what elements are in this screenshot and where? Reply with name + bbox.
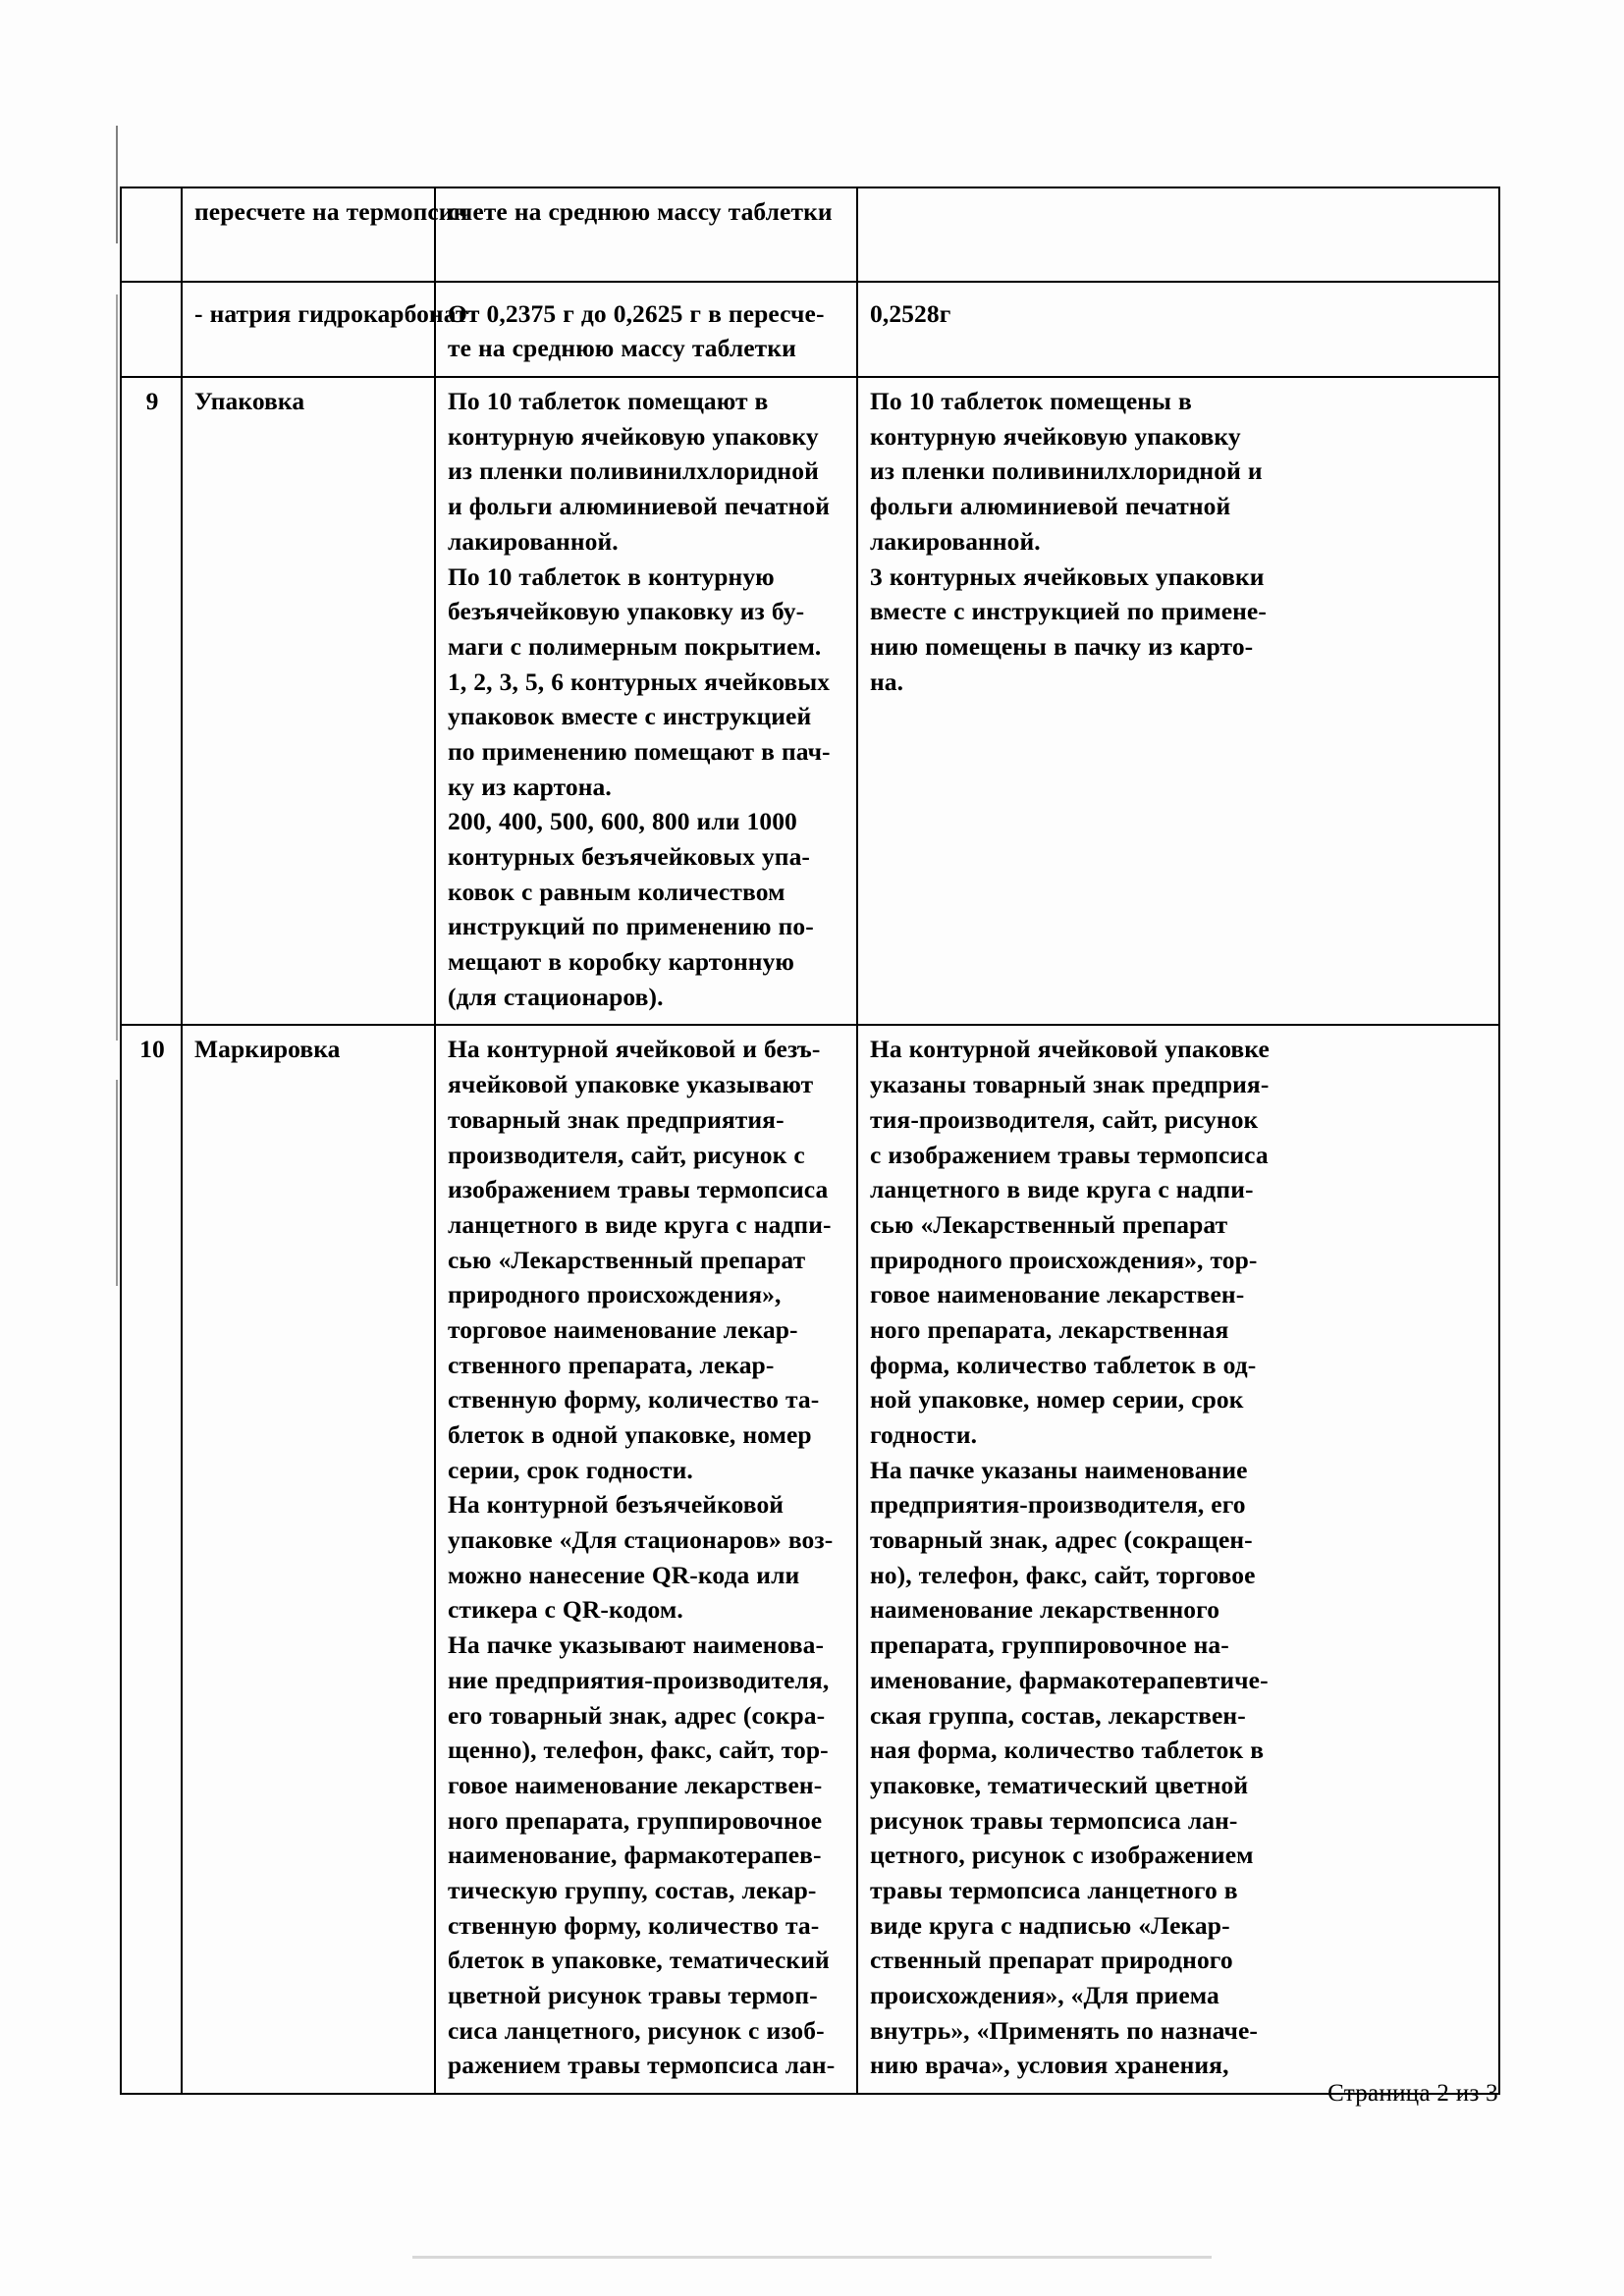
text-line: Маркировка [194, 1035, 341, 1064]
text-line: из пленки поливинилхлоридной [448, 456, 819, 486]
text-line: фольги алюминиевой печатной [870, 492, 1231, 521]
text-line: тическую группу, состав, лекар- [448, 1875, 817, 1904]
requirement-cell [435, 377, 857, 1025]
table-row-packaging [121, 377, 1499, 1025]
text-line: 1, 2, 3, 5, 6 контурных ячейковых [448, 667, 831, 696]
requirement-cell [435, 187, 857, 282]
text-line: из пленки поливинилхлоридной и [870, 456, 1263, 486]
text-line: упаковке «Для стационаров» воз- [448, 1525, 834, 1555]
text-line: те на среднюю массу таблетки [448, 334, 796, 363]
text-line: контурных безъячейковых упа- [448, 842, 811, 871]
text-line: сиса ланцетного, рисунок с изоб- [448, 2015, 825, 2045]
text-line: форма, количество таблеток в од- [870, 1350, 1257, 1379]
text-line: серии, срок годности. [448, 1455, 693, 1484]
text-line: 3 контурных ячейковых упаковки [870, 561, 1265, 591]
text-line: контурную ячейковую упаковку [448, 421, 819, 451]
text-line: упаковке, тематический цветной [870, 1770, 1249, 1799]
text-line: щенно), телефон, факс, сайт, тор- [448, 1735, 829, 1765]
text-line: ственную форму, количество та- [448, 1385, 820, 1415]
scan-spine-mark [116, 126, 118, 243]
text-line: безъячейковую упаковку из бу- [448, 597, 805, 626]
text-line: блеток в упаковке, тематический [448, 1946, 830, 1975]
text-line: На контурной ячейковой упаковке [870, 1035, 1270, 1064]
text-line: ражением травы термопсиса лан- [448, 2051, 836, 2080]
parameter-name-cell [182, 187, 468, 282]
text-line: ственный препарат природного [870, 1946, 1233, 1975]
parameter-name-cell [182, 282, 468, 377]
text-line: лакированной. [870, 526, 1041, 556]
text-line: ланцетного в виде круга с надпи- [870, 1175, 1254, 1204]
result-cell [857, 187, 1499, 282]
text-line: цветной рисунок травы термоп- [448, 1981, 818, 2009]
text-line: можно нанесение QR-кода или [448, 1560, 800, 1589]
text-line: говое наименование лекарствен- [448, 1770, 823, 1799]
page-footer: Страница 2 из 3 [1327, 2080, 1498, 2107]
parameter-name-cell [182, 1025, 435, 2094]
text-line: именование, фармакотерапевтиче- [870, 1665, 1269, 1694]
result-cell [857, 377, 1499, 1025]
text-line: На пачке указывают наименова- [448, 1630, 825, 1660]
text-line: нию помещены в пачку из карто- [870, 631, 1254, 661]
text-line: по применению помещают в пач- [448, 736, 831, 766]
text-line: сью «Лекарственный препарат [870, 1209, 1228, 1239]
parameter-name-cell [182, 377, 435, 1025]
text-line: Упаковка [194, 387, 305, 416]
text-line: ская группа, состав, лекарствен- [870, 1700, 1246, 1730]
result-cell [857, 1025, 1499, 2094]
table-row [121, 282, 1499, 377]
text-line: От 0,2375 г до 0,2625 г в пересче- [448, 298, 825, 328]
text-line: ланцетного в виде круга с надпи- [448, 1209, 832, 1239]
text-line: природного происхождения», тор- [870, 1245, 1258, 1274]
text-line: ного препарата, группировочное [448, 1805, 823, 1835]
text-line: препарата, группировочное на- [870, 1630, 1229, 1660]
text-line: вместе с инструкцией по примене- [870, 597, 1267, 626]
text-line: его товарный знак, адрес (сокра- [448, 1700, 826, 1730]
text-line: По 10 таблеток помещают в [448, 387, 769, 416]
text-line: говое наименование лекарствен- [870, 1280, 1245, 1309]
text-line: и фольги алюминиевой печатной [448, 492, 831, 521]
requirement-cell [435, 1025, 857, 2094]
text-line: нию врача», условия хранения, [870, 2051, 1229, 2080]
text-line: На пачке указаны наименование [870, 1455, 1248, 1484]
text-line: травы термопсиса ланцетного в [870, 1875, 1238, 1904]
text-line: ная форма, количество таблеток в [870, 1735, 1265, 1765]
text-line: виде круга с надписью «Лекар- [870, 1910, 1230, 1940]
table-row [121, 187, 1499, 282]
text-line: (для стационаров). [448, 982, 664, 1011]
text-line: ной упаковке, номер серии, срок [870, 1385, 1244, 1415]
text-line: ние предприятия-производителя, [448, 1665, 830, 1694]
text-line: тия-производителя, сайт, рисунок [870, 1104, 1259, 1134]
text-line: контурную ячейковую упаковку [870, 421, 1241, 451]
text-line: указаны товарный знак предприя- [870, 1070, 1270, 1099]
text-line: предприятия-производителя, его [870, 1490, 1246, 1520]
text-line: ку из картона. [448, 772, 612, 801]
text-line: изображением травы термопсиса [448, 1175, 829, 1204]
text-line: ного препарата, лекарственная [870, 1314, 1229, 1344]
text-line: на. [870, 667, 904, 696]
text-line: инструкций по применению по- [448, 912, 814, 941]
text-line: По 10 таблеток в контурную [448, 561, 775, 591]
text-line: пересчете на термопсин [194, 197, 468, 226]
text-line: ственного препарата, лекар- [448, 1350, 775, 1379]
text-line: 0,2528г [870, 298, 951, 328]
specification-table [120, 187, 1500, 2095]
text-line: с изображением травы термопсиса [870, 1140, 1269, 1169]
scan-spine-mark [116, 1080, 118, 1286]
row-number-cell: 10 [121, 1025, 182, 2094]
text-line: ственную форму, количество та- [448, 1910, 820, 1940]
text-line: стикера с QR-кодом. [448, 1595, 683, 1625]
row-number-cell [121, 282, 182, 377]
text-line: упаковок вместе с инструкцией [448, 702, 812, 731]
text-line: По 10 таблеток помещены в [870, 387, 1192, 416]
text-line: счете на среднюю массу таблетки [448, 197, 833, 226]
text-line: блеток в одной упаковке, номер [448, 1420, 812, 1449]
text-line: внутрь», «Применять по назначе- [870, 2015, 1258, 2045]
requirement-cell [435, 282, 857, 377]
text-line: торговое наименование лекар- [448, 1314, 798, 1344]
text-line: товарный знак, адрес (сокращен- [870, 1525, 1253, 1555]
text-line: ячейковой упаковке указывают [448, 1070, 814, 1099]
text-line: На контурной ячейковой и безъ- [448, 1035, 821, 1064]
text-line: годности. [870, 1420, 978, 1449]
text-line: маги с полимерным покрытием. [448, 631, 822, 661]
row-number-cell: 9 [121, 377, 182, 1025]
text-line: лакированной. [448, 526, 619, 556]
text-line: 200, 400, 500, 600, 800 или 1000 [448, 807, 797, 836]
text-line: наименование, фармакотерапев- [448, 1841, 822, 1870]
row-number-cell [121, 187, 182, 282]
scan-spine-mark [116, 294, 118, 1041]
text-line: цетного, рисунок с изображением [870, 1841, 1254, 1870]
text-line: производителя, сайт, рисунок с [448, 1140, 805, 1169]
result-cell [857, 282, 1499, 377]
table-body [121, 187, 1499, 2094]
text-line: На контурной безъячейковой [448, 1490, 785, 1520]
text-line: товарный знак предприятия- [448, 1104, 785, 1134]
table-row-labeling [121, 1025, 1499, 2094]
text-line: рисунок травы термопсиса лан- [870, 1805, 1238, 1835]
text-line: происхождения», «Для приема [870, 1981, 1219, 2009]
text-line: природного происхождения», [448, 1280, 782, 1309]
text-line: но), телефон, факс, сайт, торговое [870, 1560, 1256, 1589]
text-line: наименование лекарственного [870, 1595, 1220, 1625]
scan-artifact-band [412, 2256, 1212, 2259]
text-line: ковок с равным количеством [448, 877, 785, 906]
text-line: сью «Лекарственный препарат [448, 1245, 806, 1274]
text-line: - натрия гидрокарбонат [194, 298, 468, 328]
text-line: мещают в коробку картонную [448, 947, 794, 977]
